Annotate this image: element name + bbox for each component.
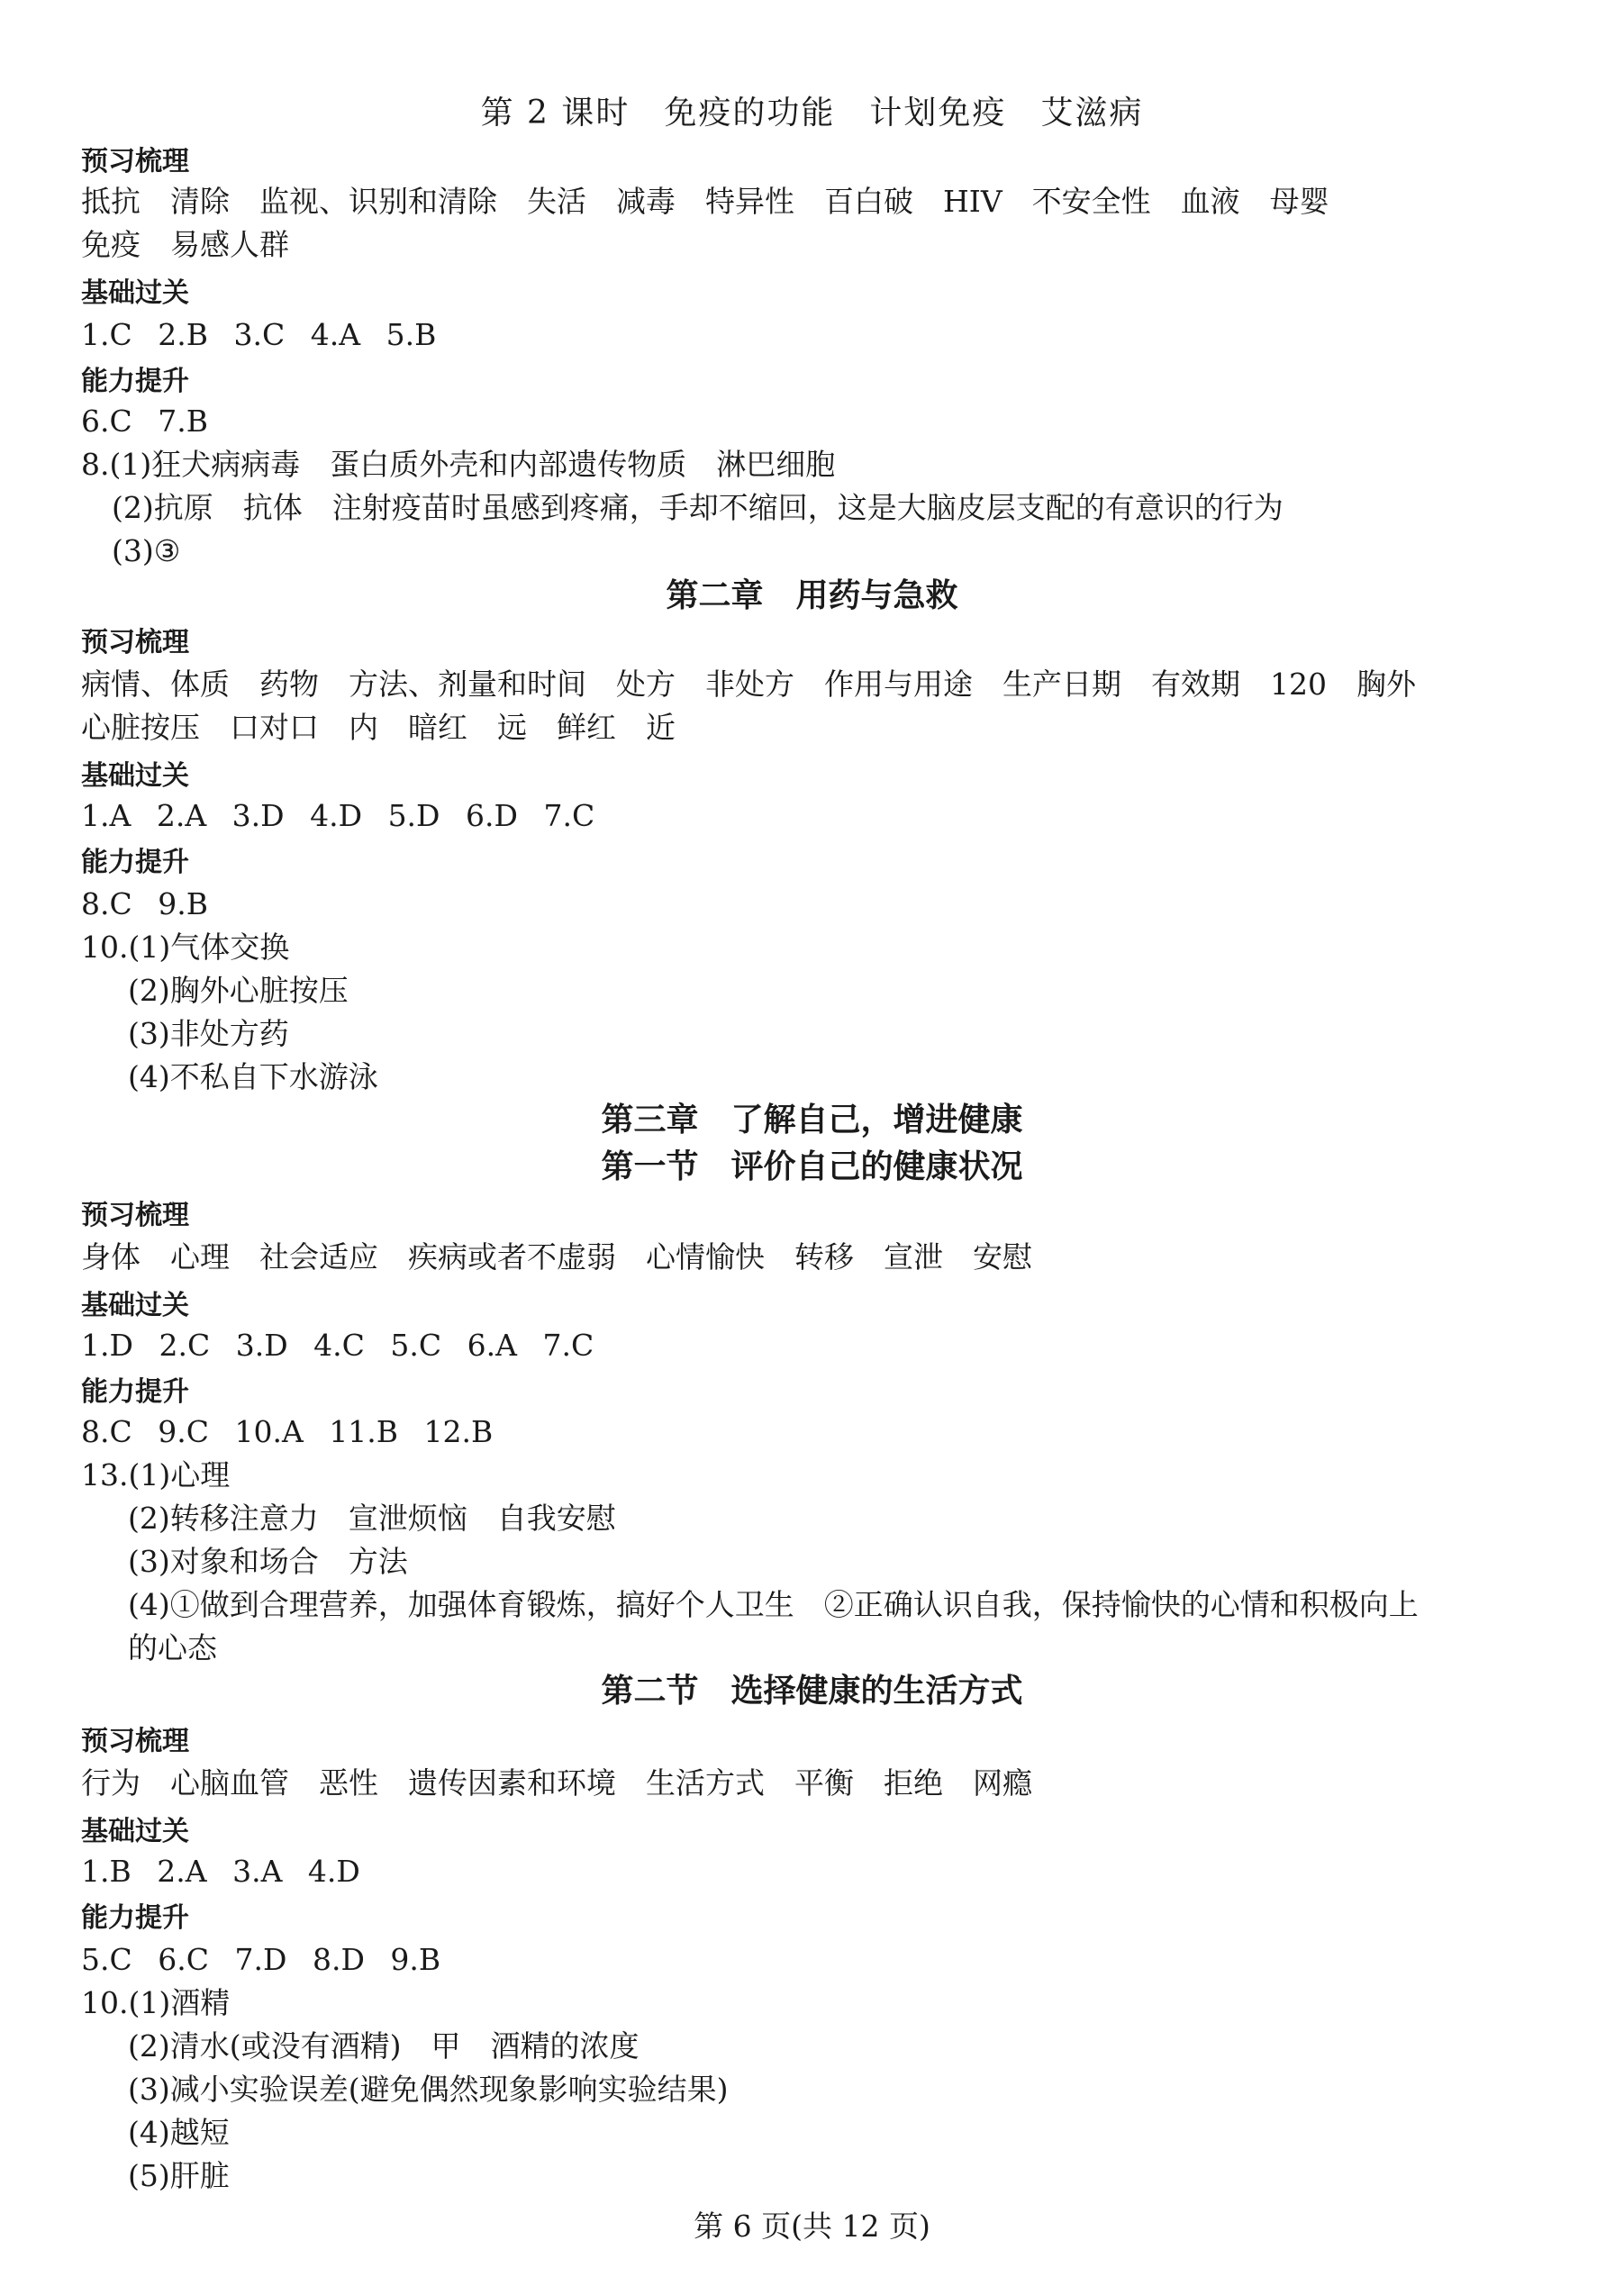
basic-answers bbox=[81, 1328, 610, 1364]
preview-answers: 身体 心理 社会适应 疾病或者不虚弱 心情愉快 转移 宣泄 安慰 bbox=[81, 1239, 1032, 1275]
answer-item: 1.D bbox=[81, 1328, 133, 1363]
answer-item: 8.C bbox=[81, 1414, 132, 1449]
question-answer: (4)不私自下水游泳 bbox=[128, 1059, 378, 1094]
section-title: 第二节 选择健康的生活方式 bbox=[601, 1673, 1023, 1710]
preview-label: 预习梳理 bbox=[81, 146, 189, 177]
preview-answers: 病情、体质 药物 方法、剂量和时间 处方 非处方 作用与用途 生产日期 有效期 120 胸外 bbox=[81, 667, 1416, 702]
section-title: 第一节 评价自己的健康状况 bbox=[601, 1148, 1023, 1185]
ability-answers bbox=[81, 886, 224, 922]
preview-answers: 行为 心脑血管 恶性 遗传因素和环境 生活方式 平衡 拒绝 网瘾 bbox=[81, 1765, 1032, 1801]
answer-item: 7.C bbox=[543, 798, 595, 833]
answer-item: 4.A bbox=[310, 317, 361, 352]
ability-answers bbox=[81, 1414, 509, 1450]
answer-item: 9.B bbox=[158, 886, 208, 921]
preview-label: 预习梳理 bbox=[81, 1200, 189, 1231]
basic-answers bbox=[81, 1854, 377, 1890]
question-answer: (4)①做到合理营养，加强体育锻炼，搞好个人卫生 ②正确认识自我，保持愉快的心情和积极向上 bbox=[128, 1587, 1419, 1622]
question-answer: (5)肝脏 bbox=[128, 2158, 230, 2193]
question-answer: (3)减小实验误差(避免偶然现象影响实验结果) bbox=[128, 2072, 729, 2107]
ability-label: 能力提升 bbox=[81, 1376, 189, 1408]
question-answer: (3)非处方药 bbox=[128, 1016, 289, 1051]
answer-item: 3.A bbox=[232, 1854, 283, 1889]
answer-item: 5.C bbox=[81, 1942, 132, 1977]
answer-item: 7.D bbox=[234, 1942, 287, 1977]
answer-item: 3.C bbox=[233, 317, 286, 352]
question-answer: (3)对象和场合 方法 bbox=[128, 1544, 408, 1579]
preview-answers: 心脏按压 口对口 内 暗红 远 鲜红 近 bbox=[81, 710, 676, 745]
ability-answers bbox=[81, 1942, 457, 1978]
lesson-title: 第 2 课时 免疫的功能 计划免疫 艾滋病 bbox=[480, 95, 1144, 132]
page-number: 第 6 页(共 12 页) bbox=[694, 2209, 930, 2244]
basic-answers bbox=[81, 798, 611, 834]
answer-item: 5.C bbox=[390, 1328, 442, 1363]
answer-item: 2.A bbox=[156, 798, 207, 833]
answer-item: 1.A bbox=[81, 798, 132, 833]
answer-item: 1.B bbox=[81, 1854, 132, 1889]
answer-item: 6.C bbox=[81, 404, 132, 439]
question-answer: (2)清水(或没有酒精) 甲 酒精的浓度 bbox=[128, 2028, 640, 2064]
answer-item: 12.B bbox=[423, 1414, 494, 1449]
question-answer: 10.(1)酒精 bbox=[81, 1985, 231, 2020]
basic-label: 基础过关 bbox=[81, 760, 189, 792]
answer-item: 6.D bbox=[466, 798, 518, 833]
basic-label: 基础过关 bbox=[81, 1816, 189, 1847]
basic-label: 基础过关 bbox=[81, 1290, 189, 1321]
ability-label: 能力提升 bbox=[81, 847, 189, 878]
answer-item: 7.B bbox=[158, 404, 208, 439]
answer-item: 2.B bbox=[158, 317, 208, 352]
answer-item: 7.C bbox=[542, 1328, 594, 1363]
answer-item: 1.C bbox=[81, 317, 132, 352]
question-answer: (2)胸外心脏按压 bbox=[128, 973, 349, 1008]
preview-label: 预习梳理 bbox=[81, 627, 189, 658]
answer-item: 4.D bbox=[310, 798, 363, 833]
chapter-title: 第二章 用药与急救 bbox=[666, 577, 958, 614]
preview-label: 预习梳理 bbox=[81, 1726, 189, 1757]
question-answer: 10.(1)气体交换 bbox=[81, 930, 290, 965]
answer-item: 3.D bbox=[231, 798, 285, 833]
answer-item: 9.B bbox=[390, 1942, 441, 1977]
answer-item: 5.B bbox=[386, 317, 437, 352]
answer-item: 6.C bbox=[158, 1942, 209, 1977]
answer-item: 8.C bbox=[81, 886, 132, 921]
basic-answers bbox=[81, 317, 452, 353]
ability-label: 能力提升 bbox=[81, 1902, 189, 1934]
answer-item: 6.A bbox=[467, 1328, 517, 1363]
answer-item: 3.D bbox=[235, 1328, 288, 1363]
question-answer: (4)越短 bbox=[128, 2115, 230, 2150]
question-answer: (2)抗原 抗体 注射疫苗时虽感到疼痛，手却不缩回，这是大脑皮层支配的有意识的行为 bbox=[112, 490, 1284, 525]
basic-label: 基础过关 bbox=[81, 277, 189, 309]
chapter-title: 第三章 了解自己，增进健康 bbox=[601, 1102, 1023, 1138]
answer-item: 2.A bbox=[157, 1854, 207, 1889]
preview-answers: 免疫 易感人群 bbox=[81, 227, 289, 262]
answer-item: 8.D bbox=[312, 1942, 365, 1977]
question-answer: 13.(1)心理 bbox=[81, 1457, 231, 1492]
preview-answers: 抵抗 清除 监视、识别和清除 失活 减毒 特异性 百白破 HIV 不安全性 血液 母婴 bbox=[81, 184, 1329, 219]
question-answer: 8.(1)狂犬病病毒 蛋白质外壳和内部遗传物质 淋巴细胞 bbox=[81, 447, 836, 482]
answer-item: 4.D bbox=[307, 1854, 360, 1889]
ability-answers bbox=[81, 404, 224, 440]
question-answer: 的心态 bbox=[128, 1630, 217, 1665]
question-answer: (2)转移注意力 宣泄烦恼 自我安慰 bbox=[128, 1501, 616, 1536]
answer-item: 9.C bbox=[158, 1414, 209, 1449]
answer-item: 4.C bbox=[313, 1328, 365, 1363]
ability-label: 能力提升 bbox=[81, 366, 189, 397]
question-answer: (3)③ bbox=[112, 533, 181, 568]
answer-item: 11.B bbox=[329, 1414, 399, 1449]
answer-item: 2.C bbox=[159, 1328, 211, 1363]
answer-item: 5.D bbox=[387, 798, 440, 833]
answer-item: 10.A bbox=[234, 1414, 304, 1449]
